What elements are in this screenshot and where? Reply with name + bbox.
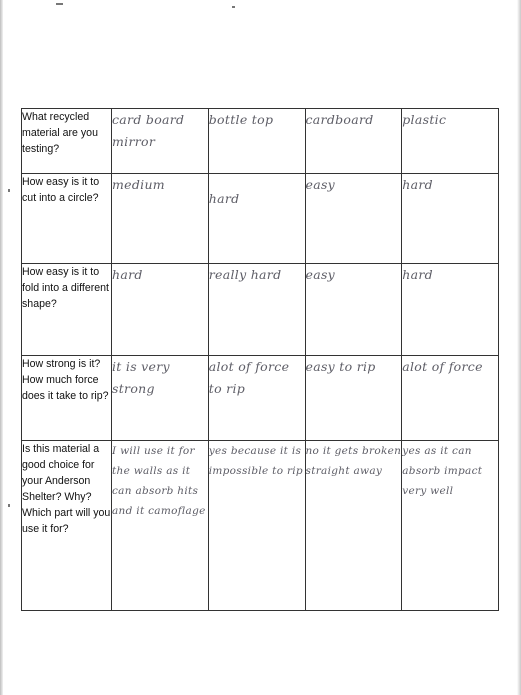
answer-text: yes as it can absorb impact very well — [402, 445, 483, 497]
question-cell: How strong is it? How much force does it take to rip? — [22, 356, 112, 441]
question-cell: How easy is it to cut into a circle? — [22, 174, 112, 264]
answer-text: easy — [305, 267, 336, 282]
handwritten-answer — [305, 174, 402, 264]
table-row — [22, 264, 499, 356]
scan-speck — [8, 504, 10, 507]
table-row — [22, 174, 499, 264]
handwritten-answer — [402, 264, 499, 356]
handwritten-answer — [208, 174, 305, 264]
scan-speck — [232, 6, 235, 8]
answer-text: bottle top — [208, 112, 274, 127]
answer-text: it is very strong — [112, 359, 170, 396]
handwritten-answer — [112, 441, 209, 611]
answer-text: alot of force — [402, 359, 483, 374]
answer-text: easy — [305, 177, 336, 192]
handwritten-answer — [112, 264, 209, 356]
answer-text: I will use it for the walls as it can absorb hits and it camoflage — [112, 445, 206, 517]
handwritten-answer — [305, 441, 402, 611]
handwritten-answer — [305, 264, 402, 356]
answer-text: hard — [402, 267, 433, 282]
handwritten-answer — [208, 109, 305, 174]
question-cell: Is this material a good choice for your Anderson Shelter? Why? Which part will you use it for? — [22, 441, 112, 611]
question-cell: How easy is it to fold into a different shape? — [22, 264, 112, 356]
answer-text: cardboard — [305, 112, 374, 127]
handwritten-answer — [402, 356, 499, 441]
answer-text: plastic — [402, 112, 447, 127]
handwritten-answer — [402, 174, 499, 264]
scan-edge-left — [0, 0, 3, 695]
table-row — [22, 441, 499, 611]
handwritten-answer — [305, 356, 402, 441]
answer-text: easy to rip — [305, 359, 376, 374]
handwritten-answer — [208, 441, 305, 611]
answer-text: card board mirror — [112, 112, 185, 149]
handwritten-answer — [112, 109, 209, 174]
handwritten-answer — [112, 174, 209, 264]
answer-text: hard — [208, 191, 240, 206]
question-cell: What recycled material are you testing? — [22, 109, 112, 174]
answer-text: no it gets broken straight away — [305, 445, 402, 477]
scan-speck — [56, 3, 63, 5]
answer-text: alot of force to rip — [208, 359, 290, 396]
handwritten-answer — [305, 109, 402, 174]
handwritten-answer — [112, 356, 209, 441]
answer-text: hard — [112, 267, 143, 282]
table-row — [22, 109, 499, 174]
scan-edge-right — [517, 0, 521, 695]
answer-text: hard — [402, 177, 433, 192]
materials-test-table — [21, 108, 499, 611]
handwritten-answer — [402, 441, 499, 611]
table-row — [22, 356, 499, 441]
answer-text: medium — [112, 177, 165, 192]
handwritten-answer — [402, 109, 499, 174]
answer-text: really hard — [208, 267, 282, 282]
scan-speck — [8, 189, 10, 192]
answer-text: yes because it is impossible to rip — [208, 445, 303, 477]
handwritten-answer — [208, 356, 305, 441]
handwritten-answer — [208, 264, 305, 356]
